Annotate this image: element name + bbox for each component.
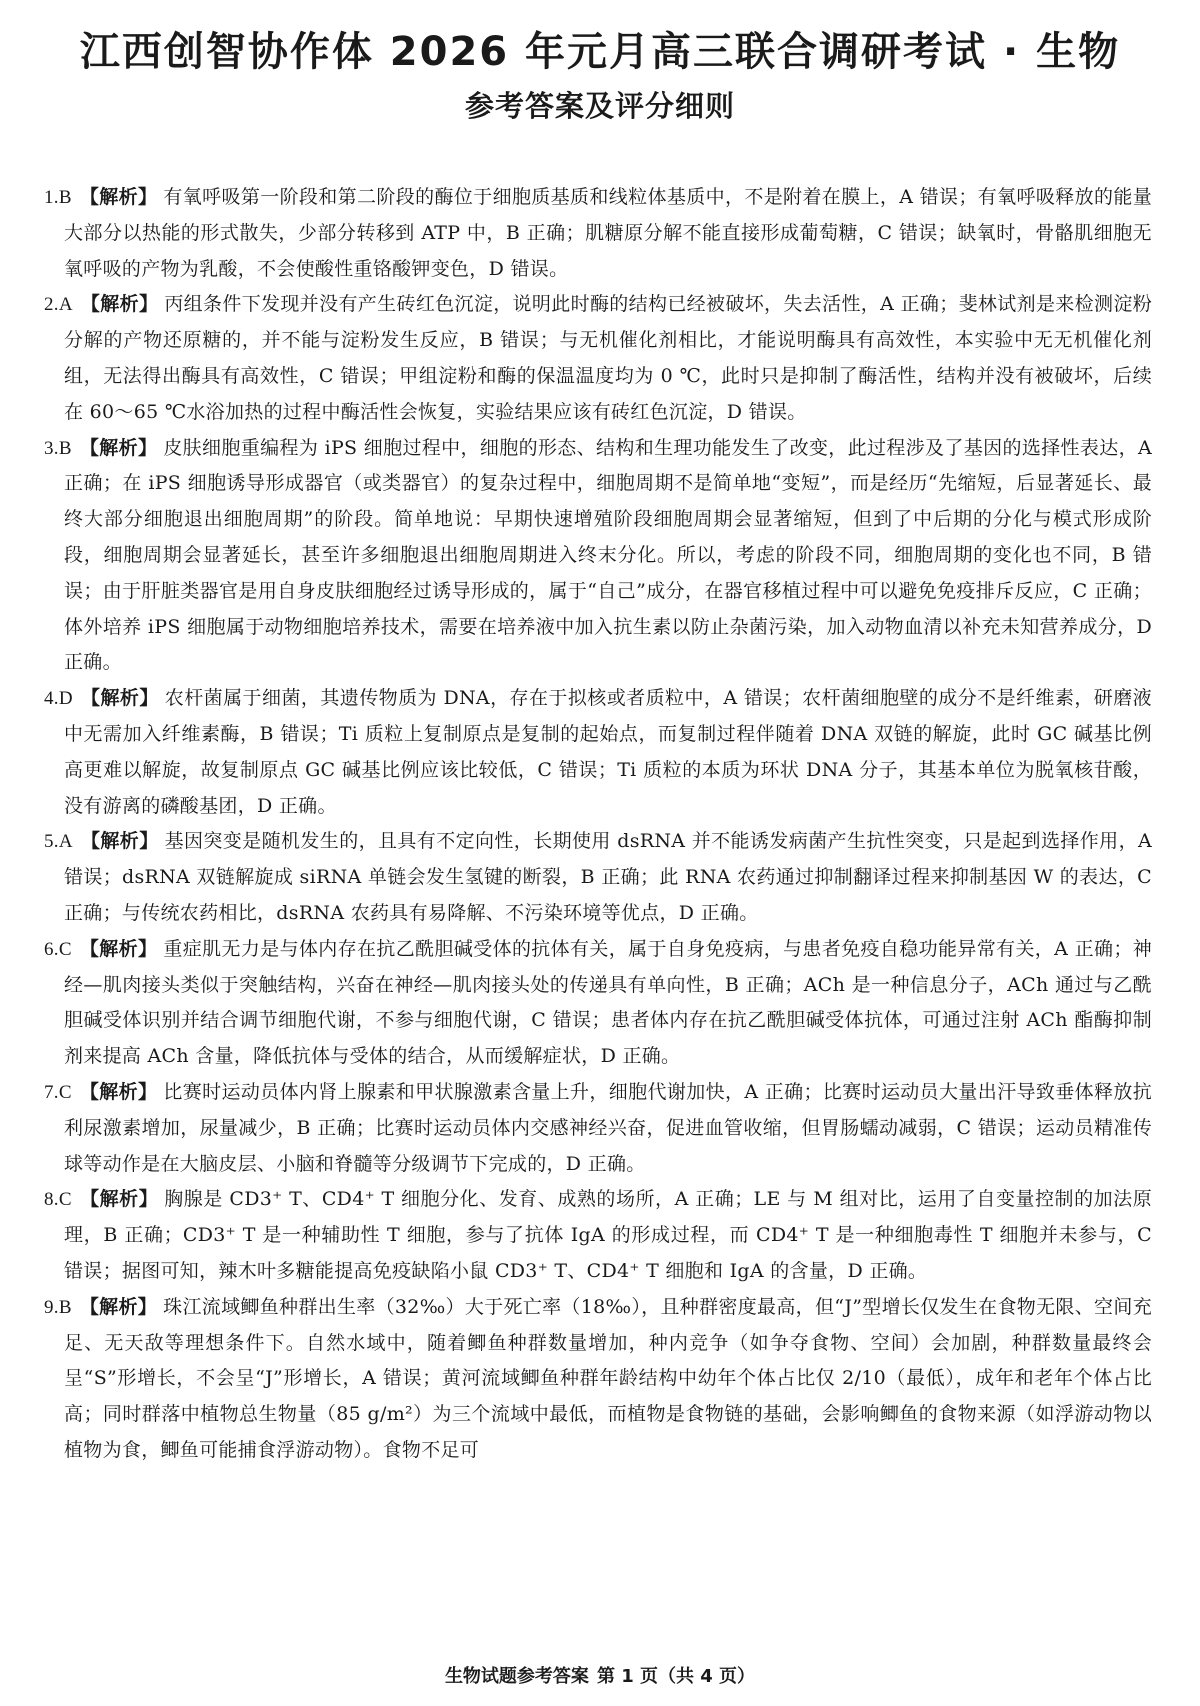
footer-document-name: 生物试题参考答案 <box>444 1666 589 1687</box>
answer-item-3 <box>44 431 1152 682</box>
question-number: 8. <box>44 1189 59 1211</box>
question-number: 1. <box>44 187 59 208</box>
answer-item-1 <box>44 180 1152 287</box>
question-number: 3. <box>44 437 59 459</box>
analysis-text: 农杆菌属于细菌，其遗传物质为 DNA，存在于拟核或者质粒中，A 错误；农杆菌细胞壁的成分不是纤维素，研磨液中无需加入纤维素酶，B 错误；Ti 质粒上复制原点是复制的起始点，而复制过程伴随着 DNA 双链的解旋，此时 GC 碱基比例高更难以解旋，故复制原点 GC 碱基比例应该比较低，C 错误；Ti 质粒的本质为环状 DNA 分子，其基本单位为脱氧核苷酸，没有游离的磷酸基团，D 正确。 <box>64 687 1152 817</box>
page-title: 江西创智协作体 2026 年元月高三联合调研考试 · 生物 <box>79 29 1121 75</box>
answer-item-5 <box>44 824 1152 931</box>
answer-key: C <box>58 1189 72 1211</box>
analysis-tag: 【解析】 <box>80 293 159 316</box>
question-number: 4. <box>44 688 59 710</box>
analysis-tag: 【解析】 <box>80 830 159 853</box>
answer-item-4 <box>44 681 1152 824</box>
question-number: 2. <box>44 294 59 316</box>
analysis-text: 比赛时运动员体内肾上腺素和甲状腺激素含量上升，细胞代谢加快，A 正确；比赛时运动员大量出汗导致垂体释放抗利尿激素增加，尿量减少，B 正确；比赛时运动员体内交感神经兴奋，促进血管收缩，但胃肠蠕动减弱，C 错误；运动员精准传球等动作是在大脑皮层、小脑和脊髓等分级调节下完成的，D 正确。 <box>64 1080 1152 1175</box>
answer-key: C <box>58 1081 72 1103</box>
analysis-tag: 【解析】 <box>80 687 159 710</box>
analysis-tag: 【解析】 <box>79 1188 159 1211</box>
answer-list <box>44 180 1152 1469</box>
analysis-text: 胸腺是 CD3⁺ T、CD4⁺ T 细胞分化、发育、成熟的场所，A 正确；LE 与 M 组对比，运用了自变量控制的加法原理，B 正确；CD3⁺ T 是一种辅助性 T 细胞，参与了抗体 IgA 的形成过程，而 CD4⁺ T 是一种细胞毒性 T 细胞并未参与，C 错误；据图可知，辣木叶多糖能提高免疫缺陷小鼠 CD3⁺ T、CD4⁺ T 细胞和 IgA 的含量，D 正确。 <box>64 1188 1152 1282</box>
analysis-text: 有氧呼吸第一阶段和第二阶段的酶位于细胞质基质和线粒体基质中，不是附着在膜上，A 错误；有氧呼吸释放的能量大部分以热能的形式散失，少部分转移到 ATP 中，B 正确；肌糖原分解不能直接形成葡萄糖，C 错误；缺氧时，骨骼肌细胞无氧呼吸的产物为乳酸，不会使酸性重铬酸钾变色，D 错误。 <box>64 186 1152 280</box>
answer-item-6 <box>44 932 1152 1075</box>
analysis-tag: 【解析】 <box>79 436 158 459</box>
analysis-tag: 【解析】 <box>79 1295 158 1318</box>
answer-item-8 <box>44 1182 1152 1289</box>
analysis-tag: 【解析】 <box>79 1080 158 1103</box>
analysis-text: 基因突变是随机发生的，且具有不定向性，长期使用 dsRNA 并不能诱发病菌产生抗性突变，只是起到选择作用，A 错误；dsRNA 双链解旋成 siRNA 单链会发生氢键的断裂，B 正确；此 RNA 农药通过抑制翻译过程来抑制基因 W 的表达，C 正确；与传统农药相比，dsRNA 农药具有易降解、不污染环境等优点，D 正确。 <box>64 830 1152 924</box>
question-number: 5. <box>44 831 59 853</box>
answer-key: B <box>58 437 72 459</box>
answer-key: B <box>58 1296 72 1318</box>
answer-item-9 <box>44 1290 1152 1469</box>
answer-key: D <box>58 688 73 710</box>
analysis-tag: 【解析】 <box>79 186 158 208</box>
question-number: 9. <box>44 1296 59 1318</box>
answer-key: C <box>58 938 72 960</box>
analysis-text: 珠江流域鲫鱼种群出生率（32‰）大于死亡率（18‰），且种群密度最高，但“J”型增长仅发生在食物无限、空间充足、无天敌等理想条件下。自然水域中，随着鲫鱼种群数量增加，种内竞争（如争夺食物、空间）会加剧，种群数量最终会呈“S”形增长，不会呈“J”形增长，A 错误；黄河流域鲫鱼种群年龄结构中幼年个体占比仅 2/10（最低），成年和老年个体占比高；同时群落中植物总生物量（85 g/m²）为三个流域中最低，而植物是食物链的基础，会影响鲫鱼的食物来源（如浮游动物以植物为食，鲫鱼可能捕食浮游动物）。食物不足可 <box>64 1295 1152 1461</box>
answer-key: A <box>58 831 73 853</box>
question-number: 6. <box>44 938 59 960</box>
analysis-tag: 【解析】 <box>79 937 158 960</box>
analysis-text: 丙组条件下发现并没有产生砖红色沉淀，说明此时酶的结构已经被破坏，失去活性，A 正确；斐林试剂是来检测淀粉分解的产物还原糖的，并不能与淀粉发生反应，B 错误；与无机催化剂相比，才能说明酶具有高效性，本实验中无无机催化剂组，无法得出酶具有高效性，C 错误；甲组淀粉和酶的保温温度均为 0 ℃，此时只是抑制了酶活性，结构并没有被破坏，后续在 60～65 ℃水浴加热的过程中酶活性会恢复，实验结果应该有砖红色沉淀，D 错误。 <box>64 293 1152 423</box>
footer-page-number: 第 1 页（共 4 页） <box>596 1666 756 1687</box>
analysis-text: 重症肌无力是与体内存在抗乙酰胆碱受体的抗体有关，属于自身免疫病，与患者免疫自稳功能异常有关，A 正确；神经—肌肉接头类似于突触结构，兴奋在神经—肌肉接头处的传递具有单向性，B 正确；ACh 是一种信息分子，ACh 通过与乙酰胆碱受体识别并结合调节细胞代谢，不参与细胞代谢，C 错误；患者体内存在抗乙酰胆碱受体抗体，可通过注射 ACh 酯酶抑制剂来提高 ACh 含量，降低抗体与受体的结合，从而缓解症状，D 正确。 <box>64 937 1152 1068</box>
analysis-text: 皮肤细胞重编程为 iPS 细胞过程中，细胞的形态、结构和生理功能发生了改变，此过程涉及了基因的选择性表达，A 正确；在 iPS 细胞诱导形成器官（或类器官）的复杂过程中，细胞周期不是简单地“变短”，而是经历“先缩短，后显著延长、最终大部分细胞退出细胞周期”的阶段。简单地说：早期快速增殖阶段细胞周期会显著缩短，但到了中后期的分化与模式形成阶段，细胞周期会显著延长，甚至许多细胞退出细胞周期进入终末分化。所以，考虑的阶段不同，细胞周期的变化也不同，B 错误；由于肝脏类器官是用自身皮肤细胞经过诱导形成的，属于“自己”成分，在器官移植过程中可以避免免疫排斥反应，C 正确；体外培养 iPS 细胞属于动物细胞培养技术，需要在培养液中加入抗生素以防止杂菌污染，加入动物血清以补充未知营养成分，D 正确。 <box>64 436 1152 674</box>
page-subtitle: 参考答案及评分细则 <box>464 89 735 123</box>
answer-item-2 <box>44 287 1152 430</box>
question-number: 7. <box>44 1081 59 1103</box>
answer-item-7 <box>44 1075 1152 1182</box>
answer-key: A <box>58 294 73 316</box>
answer-key: B <box>58 187 72 208</box>
page-footer <box>0 1664 1200 1690</box>
